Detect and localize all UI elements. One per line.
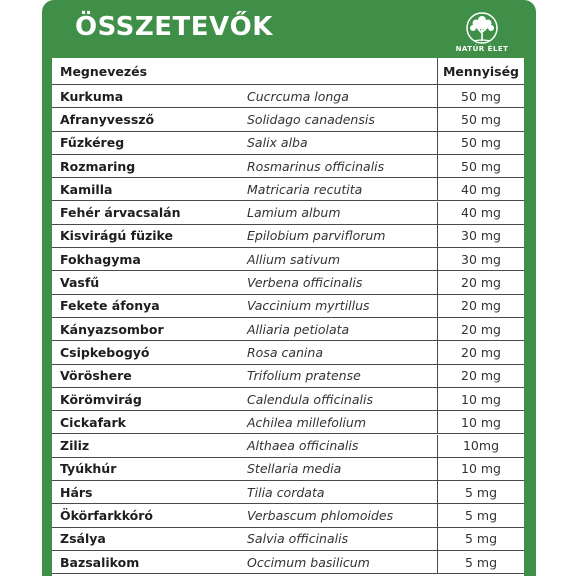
ingredient-name: Csipkebogyó: [60, 344, 150, 360]
quantity: 20 mg: [437, 295, 524, 317]
latin-name: Stellaria media: [247, 461, 342, 477]
quantity: 50 mg: [437, 85, 524, 107]
table-row: [52, 435, 524, 458]
latin-name: Allium sativum: [247, 251, 341, 267]
latin-name: Verbascum phlomoides: [247, 508, 394, 524]
ingredient-name: Bazsalikom: [60, 554, 140, 570]
quantity: 5 mg: [437, 481, 524, 503]
quantity: 10mg: [437, 435, 524, 457]
latin-name: Matricaria recutita: [247, 181, 363, 197]
ingredient-name: Kurkuma: [60, 88, 124, 104]
latin-name: Vaccinium myrtillus: [247, 298, 370, 314]
latin-name: Rosmarinus officinalis: [247, 158, 385, 174]
ingredient-name: Kamilla: [60, 181, 113, 197]
quantity: 5 mg: [437, 504, 524, 526]
quantity: 20 mg: [437, 365, 524, 387]
column-header-quantity: Mennyiség: [437, 58, 524, 84]
quantity: 20 mg: [437, 341, 524, 363]
latin-name: Alliaria petiolata: [247, 321, 350, 337]
quantity: 10 mg: [437, 458, 524, 480]
ingredient-name: Zsálya: [60, 531, 106, 547]
ingredient-name: Kányazsombor: [60, 321, 164, 337]
table-row: [52, 155, 524, 178]
latin-name: Althaea officinalis: [247, 438, 359, 454]
latin-name: Solidago canadensis: [247, 111, 375, 127]
column-header-name: Megnevezés: [60, 63, 148, 79]
quantity: 30 mg: [437, 248, 524, 270]
ingredient-name: Ziliz: [60, 438, 90, 454]
quantity: 40 mg: [437, 202, 524, 224]
quantity: 50 mg: [437, 155, 524, 177]
latin-name: Occimum basilicum: [247, 554, 370, 570]
quantity: 50 mg: [437, 108, 524, 130]
quantity: 10 mg: [437, 411, 524, 433]
quantity: 5 mg: [437, 528, 524, 550]
ingredient-name: Fokhagyma: [60, 251, 141, 267]
table-row: [52, 202, 524, 225]
latin-name: Trifolium pratense: [247, 368, 361, 384]
ingredient-name: Körömvirág: [60, 391, 142, 407]
table-row: [52, 108, 524, 131]
table-row: [52, 295, 524, 318]
quantity: 20 mg: [437, 271, 524, 293]
ingredient-name: Fekete áfonya: [60, 298, 160, 314]
latin-name: Tilia cordata: [247, 484, 325, 500]
quantity: 30 mg: [437, 225, 524, 247]
table-row: [52, 365, 524, 388]
quantity: 10 mg: [437, 388, 524, 410]
table-row: [52, 504, 524, 527]
quantity: 5 mg: [437, 551, 524, 573]
table-row: [52, 481, 524, 504]
ingredient-name: Cickafark: [60, 414, 126, 430]
page-title: ÖSSZETEVŐK: [75, 12, 273, 42]
ingredients-card: [42, 0, 536, 576]
table-row: [52, 271, 524, 294]
table-header-row: [52, 58, 524, 85]
ingredient-name: Ökörfarkkóró: [60, 508, 154, 524]
latin-name: Achilea millefolium: [247, 414, 366, 430]
ingredients-table: [52, 58, 524, 576]
ingredient-name: Vasfű: [60, 275, 100, 291]
latin-name: Calendula officinalis: [247, 391, 373, 407]
table-row: [52, 528, 524, 551]
quantity: 20 mg: [437, 318, 524, 340]
table-row: [52, 85, 524, 108]
table-row: [52, 341, 524, 364]
table-row: [52, 318, 524, 341]
table-row: [52, 551, 524, 574]
table-row: [52, 411, 524, 434]
latin-name: Salvia officinalis: [247, 531, 349, 547]
ingredient-name: Rozmaring: [60, 158, 136, 174]
latin-name: Cucrcuma longa: [247, 88, 349, 104]
table-row: [52, 178, 524, 201]
ingredient-name: Tyúkhúr: [60, 461, 117, 477]
latin-name: Verbena officinalis: [247, 275, 363, 291]
latin-name: Rosa canina: [247, 344, 323, 360]
ingredient-name: Kisvirágú füzike: [60, 228, 173, 244]
ingredient-name: Afranyvessző: [60, 111, 155, 127]
ingredient-name: Fehér árvacsalán: [60, 205, 181, 221]
header: [42, 0, 536, 58]
table-row: [52, 132, 524, 155]
ingredient-name: Hárs: [60, 484, 93, 500]
latin-name: Epilobium parviflorum: [247, 228, 386, 244]
table-row: [52, 248, 524, 271]
latin-name: Salix alba: [247, 135, 308, 151]
ingredient-name: Fűzkéreg: [60, 135, 125, 151]
brand-label: NATÚR ÉLET: [455, 45, 509, 53]
table-row: [52, 388, 524, 411]
ingredient-name: Vöröshere: [60, 368, 132, 384]
table-row: [52, 225, 524, 248]
latin-name: Lamium album: [247, 205, 341, 221]
quantity: 50 mg: [437, 132, 524, 154]
table-row: [52, 458, 524, 481]
quantity: 40 mg: [437, 178, 524, 200]
